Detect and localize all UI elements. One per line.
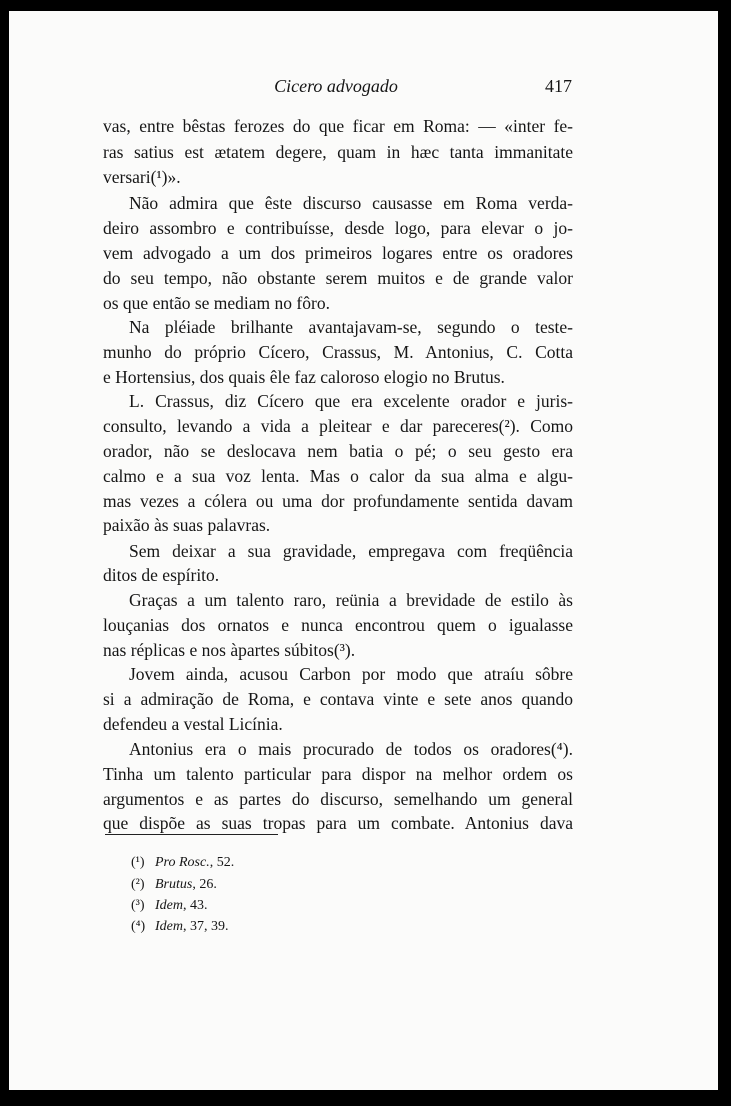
scan-border-bottom (0, 1090, 731, 1106)
footnote-marker: (⁴) (131, 919, 146, 934)
footnote (131, 916, 229, 938)
footnote (131, 895, 208, 917)
body-line (129, 588, 573, 613)
body-line (103, 513, 573, 538)
body-text: Graças a um talento raro, reünia a brevidade de estilo às (129, 590, 573, 610)
body-text: argumentos e as partes do discurso, semelhando um general (103, 789, 573, 809)
body-line (103, 365, 573, 390)
body-text: deiro assombro e contribuísse, desde logo, para elevar o jo- (103, 218, 573, 238)
body-line (129, 539, 573, 564)
page-number: 417 (545, 76, 572, 96)
footnote (131, 852, 234, 874)
body-line (103, 811, 573, 836)
body-line (129, 315, 573, 340)
body-text: L. Crassus, diz Cícero que era excelente orador e juris- (129, 391, 573, 411)
body-line (103, 216, 573, 241)
footnote-source: Idem (155, 898, 183, 913)
body-text: consulto, levando a vida a pleitear e dar pareceres(²). Como (103, 416, 573, 436)
body-line (103, 340, 573, 365)
scan-border-top (0, 0, 731, 11)
body-text: Antonius era o mais procurado de todos os oradores(⁴). (129, 739, 573, 759)
footnote-source: Brutus (155, 877, 193, 892)
body-line (129, 389, 573, 414)
body-line (103, 563, 573, 588)
body-text: louçanias dos ornatos e nunca encontrou quem o igualasse (103, 615, 573, 635)
scan-border-right (718, 0, 731, 1106)
body-line (103, 439, 573, 464)
body-line (103, 140, 573, 165)
body-text: do seu tempo, não obstante serem muitos e de grande valor (103, 268, 573, 288)
body-text: munho do próprio Cícero, Crassus, M. Antonius, C. Cotta (103, 342, 573, 362)
footnote-marker: (³) (131, 898, 145, 913)
body-line (103, 266, 573, 291)
body-line (103, 114, 573, 139)
footnote-marker: (²) (131, 877, 145, 892)
body-line (129, 662, 573, 687)
body-line (103, 489, 573, 514)
body-text: defendeu a vestal Licínia. (103, 714, 283, 734)
body-text: paixão às suas palavras. (103, 515, 271, 535)
body-text: ditos de espírito. (103, 565, 220, 585)
body-line (103, 687, 573, 712)
body-line (103, 291, 573, 316)
body-line (129, 191, 573, 216)
body-text: vem advogado a um dos primeiros logares entre os oradores (103, 243, 573, 263)
footnote (131, 874, 217, 896)
footnote-source: Pro Rosc. (155, 855, 210, 870)
body-line (103, 414, 573, 439)
body-text: vas, entre bêstas ferozes do que ficar em Roma: — «inter fe- (103, 116, 573, 136)
body-line (103, 787, 573, 812)
body-line (103, 241, 573, 266)
body-text: e Hortensius, dos quais êle faz caloroso elogio no Brutus. (103, 367, 505, 387)
footnote-separator (105, 834, 278, 835)
body-text: que dispõe as suas tropas para um combate. Antonius dava (103, 813, 573, 833)
body-text: orador, não se deslocava nem batia o pé; o seu gesto era (103, 441, 573, 461)
body-text: Sem deixar a sua gravidade, empregava com freqüência (129, 541, 573, 561)
body-line (103, 762, 573, 787)
body-text: os que então se mediam no fôro. (103, 293, 330, 313)
body-line (103, 613, 573, 638)
body-line (103, 638, 573, 663)
body-text: Tinha um talento particular para dispor na melhor ordem os (103, 764, 573, 784)
body-text: Na pléiade brilhante avantajavam-se, segundo o teste- (129, 317, 573, 337)
running-title: Cicero advogado (274, 76, 398, 96)
body-text: calmo e a sua voz lenta. Mas o calor da sua alma e algu- (103, 466, 573, 486)
body-line (103, 464, 573, 489)
body-text: ras satius est ætatem degere, quam in hæc tanta immanitate (103, 142, 573, 162)
body-line (103, 712, 573, 737)
scan-border-left (0, 0, 9, 1106)
footnote-source: Idem (155, 919, 183, 934)
body-line (103, 165, 573, 190)
footnote-reference: , 26. (192, 877, 217, 892)
footnote-reference: , 52. (209, 855, 235, 870)
footnote-marker: (¹) (131, 855, 145, 870)
footnote-reference: , 43. (183, 898, 208, 913)
body-text: Jovem ainda, acusou Carbon por modo que atraíu sôbre (129, 664, 573, 684)
body-text: si a admiração de Roma, e contava vinte e sete anos quando (103, 689, 573, 709)
footnote-reference: , 37, 39. (183, 919, 229, 934)
body-line (129, 737, 573, 762)
body-text: nas réplicas e nos àpartes súbitos(³). (103, 640, 356, 660)
body-text: Não admira que êste discurso causasse em Roma verda- (129, 193, 573, 213)
body-text: mas vezes a cólera ou uma dor profundamente sentida davam (103, 491, 573, 511)
body-text: versari(¹)». (103, 167, 181, 187)
